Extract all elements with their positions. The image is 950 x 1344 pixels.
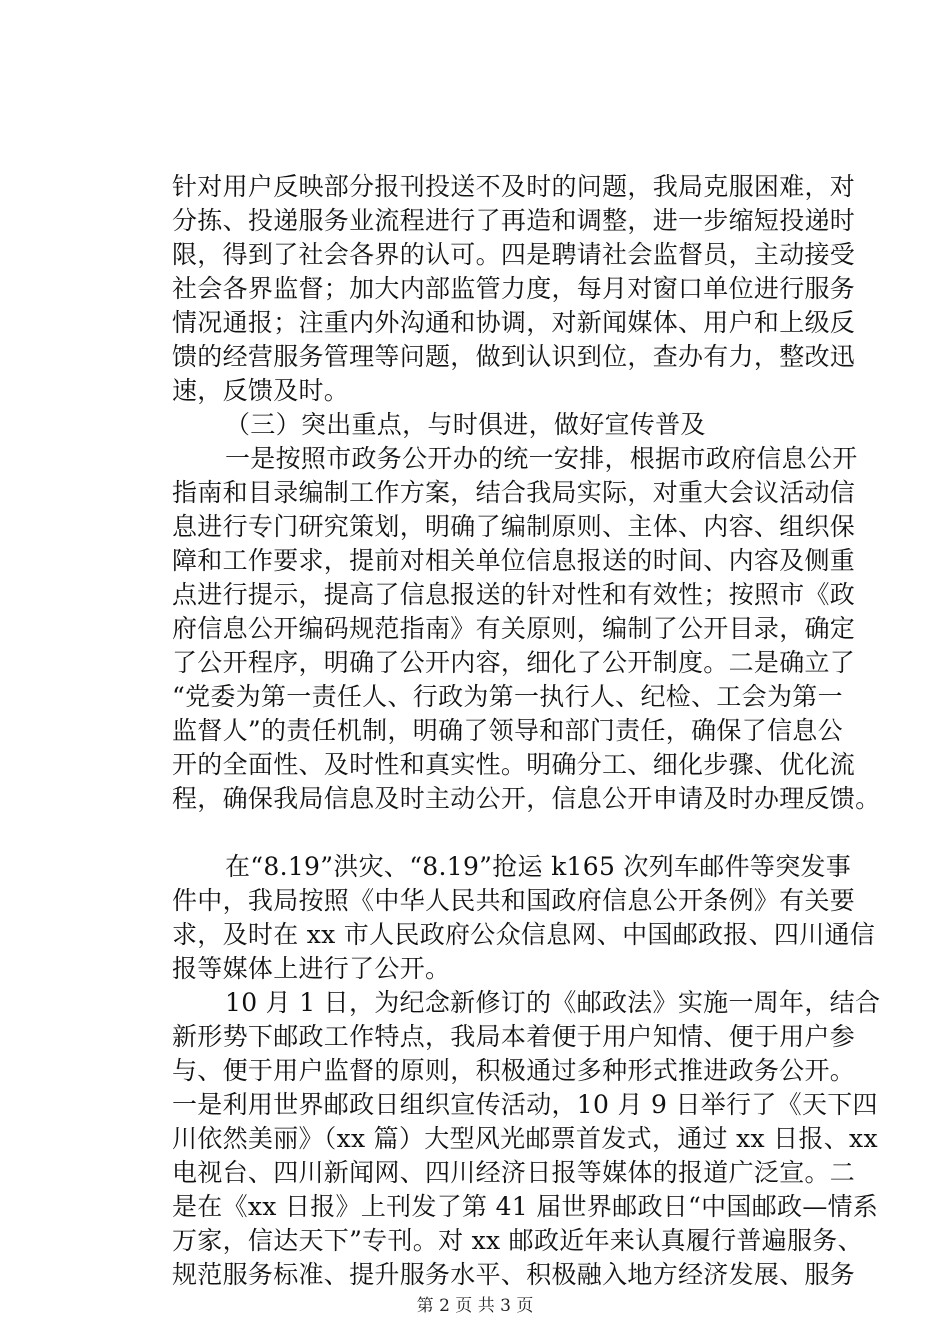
- paragraph-postal-law-anniversary: [172, 986, 881, 1292]
- text-line: 指南和目录编制工作方案，结合我局实际，对重大会议活动信: [172, 478, 856, 507]
- section-heading-text: （三）突出重点，与时俱进，做好宣传普及: [225, 410, 706, 439]
- text-line: 针对用户反映部分报刊投送不及时的问题，我局克服困难，对: [172, 172, 856, 201]
- text-line: 障和工作要求，提前对相关单位信息报送的时间、内容及侧重: [172, 546, 856, 575]
- paragraph-information-disclosure: [172, 442, 881, 816]
- text-line: 情况通报；注重内外沟通和协调，对新闻媒体、用户和上级反: [172, 308, 856, 337]
- text-line: 程，确保我局信息及时主动公开，信息公开申请及时办理反馈。: [172, 784, 881, 813]
- paragraph-continuation-supervision: [172, 170, 856, 408]
- text-line: 馈的经营服务管理等问题，做到认识到位，查办有力，整改迅: [172, 342, 856, 371]
- paragraph-spacer: [172, 816, 832, 850]
- text-line: 开的全面性、及时性和真实性。明确分工、细化步骤、优化流: [172, 750, 856, 779]
- text-line: 10 月 1 日，为纪念新修订的《邮政法》实施一周年，结合: [225, 988, 881, 1017]
- text-line: 一是利用世界邮政日组织宣传活动，10 月 9 日举行了《天下四: [172, 1090, 878, 1119]
- text-line: 川依然美丽》（xx 篇）大型风光邮票首发式，通过 xx 日报、xx: [172, 1124, 878, 1153]
- text-line: 点进行提示，提高了信息报送的针对性和有效性；按照市《政: [172, 580, 856, 609]
- page-number-footer: 第 2 页 共 3 页: [416, 1296, 534, 1316]
- text-line: 与、便于用户监督的原则，积极通过多种形式推进政务公开。: [172, 1056, 856, 1085]
- text-line: 万家，信达天下”专刊。对 xx 邮政近年来认真履行普遍服务、: [172, 1226, 863, 1255]
- document-body: [172, 170, 881, 1292]
- text-line: 社会各界监督；加大内部监管力度，每月对窗口单位进行服务: [172, 274, 856, 303]
- text-line: 求，及时在 xx 市人民政府公众信息网、中国邮政报、四川通信: [172, 920, 876, 949]
- text-line: 限，得到了社会各界的认可。四是聘请社会监督员，主动接受: [172, 240, 856, 269]
- text-line: 监督人”的责任机制，明确了领导和部门责任，确保了信息公: [172, 716, 843, 745]
- text-line: 报等媒体上进行了公开。: [172, 954, 451, 983]
- text-line: 规范服务标准、提升服务水平、积极融入地方经济发展、服务: [172, 1260, 856, 1289]
- text-line: 件中，我局按照《中华人民共和国政府信息公开条例》有关要: [172, 886, 856, 915]
- text-line: 府信息公开编码规范指南》有关原则，编制了公开目录，确定: [172, 614, 856, 643]
- text-line: 速，反馈及时。: [172, 376, 350, 405]
- text-line: 分拣、投递服务业流程进行了再造和调整，进一步缩短投递时: [172, 206, 856, 235]
- section-heading-three: [172, 408, 832, 442]
- text-line: 了公开程序，明确了公开内容，细化了公开制度。二是确立了: [172, 648, 856, 677]
- text-line: 新形势下邮政工作特点，我局本着便于用户知情、便于用户参: [172, 1022, 856, 1051]
- text-line: 息进行专门研究策划，明确了编制原则、主体、内容、组织保: [172, 512, 856, 541]
- text-line: 在“8.19”洪灾、“8.19”抢运 k165 次列车邮件等突发事: [225, 852, 852, 881]
- text-line: “党委为第一责任人、行政为第一执行人、纪检、工会为第一: [172, 682, 843, 711]
- text-line: 电视台、四川新闻网、四川经济日报等媒体的报道广泛宣。二: [172, 1158, 856, 1187]
- text-line: 是在《xx 日报》上刊发了第 41 届世界邮政日“中国邮政—情系: [172, 1192, 879, 1221]
- paragraph-emergency-events: [172, 850, 876, 986]
- text-line: 一是按照市政务公开办的统一安排，根据市政府信息公开: [225, 444, 858, 473]
